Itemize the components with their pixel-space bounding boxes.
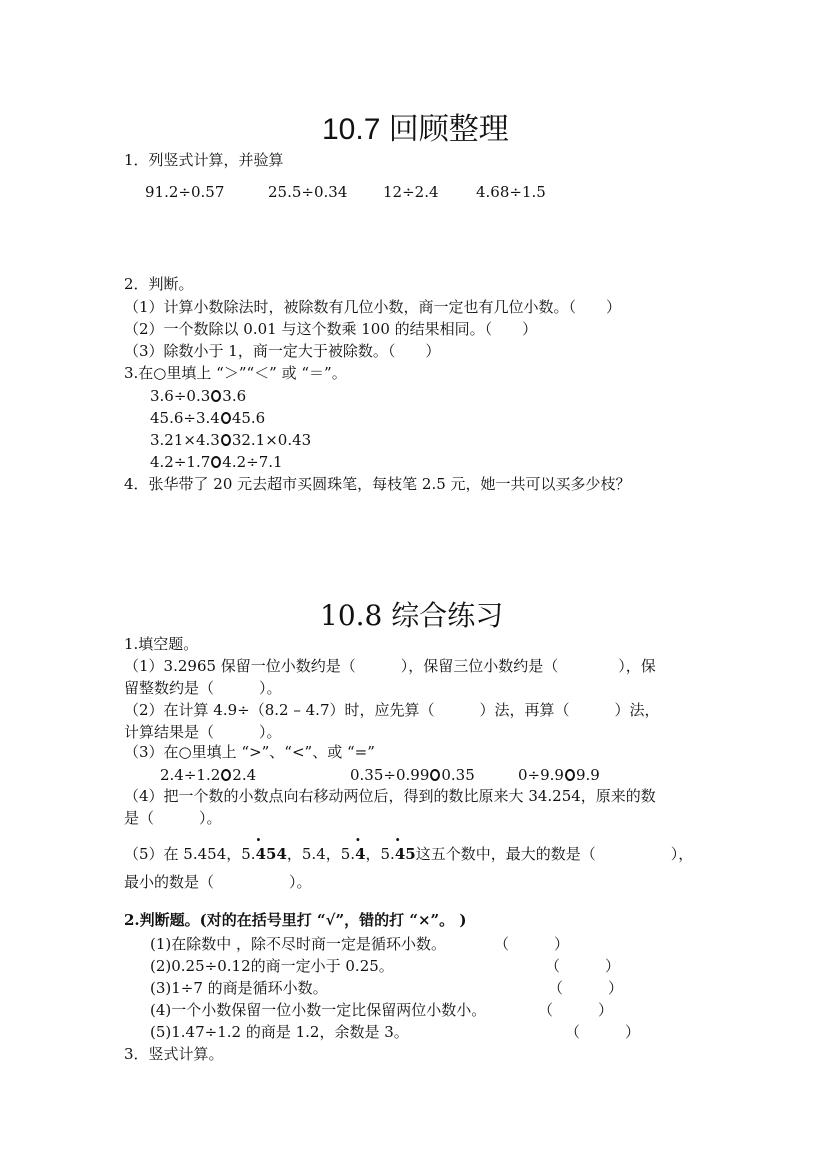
compare-item-2: 0.35÷0.99 0.35 <box>350 766 475 784</box>
compare-item-1: 2.4÷1.2 2.4 <box>160 766 257 784</box>
q4-text: 4．张华带了 20 元去超市买圆珠笔，每枝笔 2.5 元，她一共可以买多少枝？ <box>124 475 631 493</box>
q1-item-2: 25.5÷0.34 <box>268 183 348 201</box>
circle-blank-icon <box>221 412 231 424</box>
q2-item-3: （3）除数小于 1，商一定大于被除数。（ ） <box>124 342 441 360</box>
q1-item-3: 12÷2.4 <box>383 183 439 201</box>
fill-line-3: （2）在计算 4.9÷（8.2 – 4.7）时，应先算（ ）法，再算（ ）法， <box>124 701 660 719</box>
q1-item-1: 91.2÷0.57 <box>145 183 225 201</box>
judge-item-3: (3)1÷7 的商是循环小数。 <box>150 979 328 997</box>
judge-item-5: (5)1.47÷1.2 的商是 1.2，余数是 3。 <box>150 1023 409 1041</box>
repeating-decimal-1: · 454 <box>256 844 287 864</box>
circle-blank-icon <box>565 769 575 781</box>
repeating-decimal-3: · 45 <box>395 844 416 864</box>
q1-heading: 1．列竖式计算，并验算 <box>124 151 284 169</box>
q3-item-2: 45.6÷3.4 45.6 <box>150 409 266 427</box>
q3-item-4: 4.2÷1.7 4.2÷7.1 <box>150 453 283 471</box>
q3-item-3: 3.21×4.3 32.1×0.43 <box>150 431 312 449</box>
fill-line-4: 计算结果是（ ）。 <box>124 723 282 741</box>
q2-item-1: （1）计算小数除法时，被除数有几位小数，商一定也有几位小数。（ ） <box>124 298 622 316</box>
fill-line-2: 留整数约是（ ）。 <box>124 679 282 697</box>
section-title-10-8: 10.8 综合练习 <box>320 599 504 632</box>
compare-item-3: 0÷9.9 9.9 <box>518 766 600 784</box>
q3-item-1: 3.6÷0.3 3.6 <box>150 387 247 405</box>
fill-line-5: （3）在○里填上 “>”、“<”、或 “=” <box>124 743 375 761</box>
judge-item-2: (2)0.25÷0.12的商一定小于 0.25。 <box>150 957 394 975</box>
fill-heading: 1.填空题。 <box>124 635 199 653</box>
judge-blank-5: （ ） <box>565 1023 641 1041</box>
judge-item-4: (4)一个小数保留一位小数一定比保留两位小数小。 <box>150 1001 487 1019</box>
circle-blank-icon <box>211 456 221 468</box>
judge-blank-3: （ ） <box>548 979 624 997</box>
judge-blank-1: （ ） <box>494 935 570 953</box>
circle-blank-icon <box>211 390 221 402</box>
q2-heading: 2．判断。 <box>124 275 194 293</box>
fill-line-8: （5）在 5.454，5.· 454，5.4，5.· 4，5.· 45这五个数中，最大的数是（ ）， <box>124 844 693 864</box>
section-title-10-7: 10.7 回顾整理 <box>322 113 509 146</box>
q2-item-2: （2）一个数除以 0.01 与这个数乘 100 的结果相同。（ ） <box>124 320 538 338</box>
judge-item-1: (1)在除数中 ，除不尽时商一定是循环小数。 <box>150 935 447 953</box>
repeating-decimal-2: · 4 <box>355 844 365 864</box>
judge-heading: 2.判断题。(对的在括号里打 “√”，错的打 “×”。 ) <box>124 911 467 929</box>
vertical-calc-heading: 3．竖式计算。 <box>124 1045 224 1063</box>
fill-line-1: （1）3.2965 保留一位小数约是（ ），保留三位小数约是（ ），保 <box>124 657 656 675</box>
judge-blank-4: （ ） <box>538 1001 614 1019</box>
q3-heading: 3.在○里填上 “＞”“＜” 或 “＝”。 <box>124 364 347 382</box>
circle-blank-icon <box>221 769 231 781</box>
judge-blank-2: （ ） <box>545 957 621 975</box>
circle-blank-icon <box>221 434 231 446</box>
fill-line-9: 最小的数是（ ）。 <box>124 873 312 891</box>
fill-line-6: （4）把一个数的小数点向右移动两位后，得到的数比原来大 34.254，原来的数 <box>124 787 656 805</box>
fill-line-7: 是（ ）。 <box>124 809 222 827</box>
circle-blank-icon <box>430 769 440 781</box>
q1-item-4: 4.68÷1.5 <box>476 183 546 201</box>
